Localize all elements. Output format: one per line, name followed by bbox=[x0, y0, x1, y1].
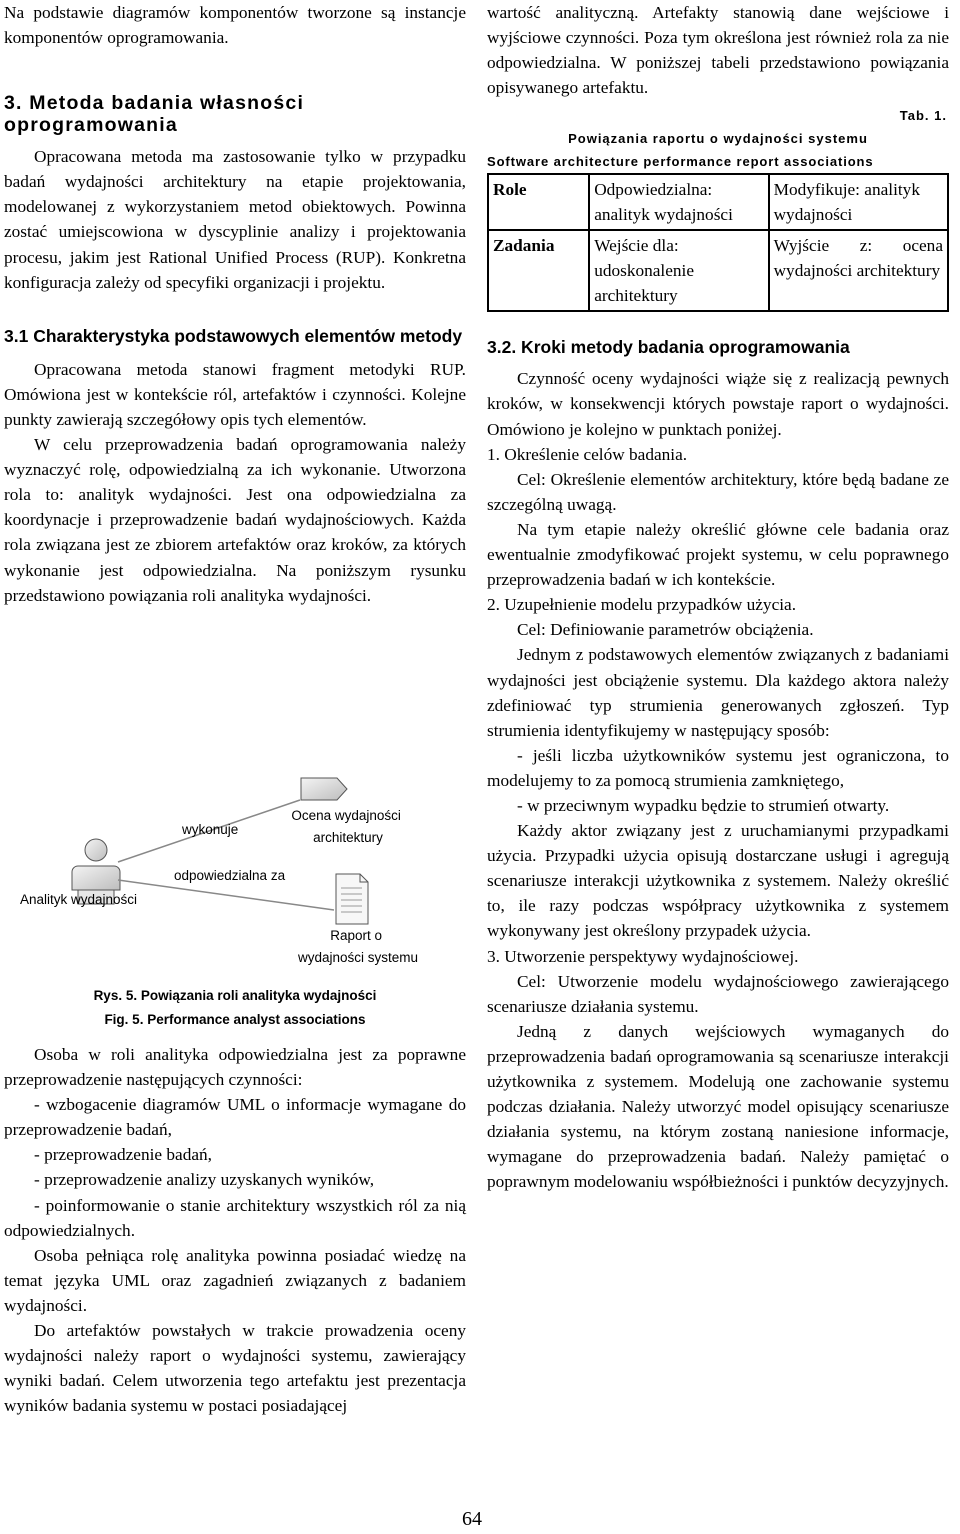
artifact-label: Raport o wydajności systemu bbox=[297, 928, 419, 965]
table-cell: Zadania bbox=[488, 230, 589, 311]
paragraph: Opracowana metoda stanowi fragment metodyki RUP. Omówiona jest w kontekście ról, artefaktów i czynności. Kolejne punkty zawierają szczegółowy opis tych elementów. bbox=[4, 359, 466, 429]
table-title-pl: Powiązania raportu o wydajności systemu bbox=[568, 131, 868, 147]
table-title-en: Software architecture performance report associations bbox=[487, 154, 874, 170]
table-cell: Wejście dla: udoskonalenie architektury bbox=[589, 230, 768, 311]
paragraph: Czynność oceny wydajności wiąże się z realizacją pewnych kroków, w konsekwencji których powstaje raport o wydajności. Omówiono je kolejno w punktach poniżej. bbox=[487, 369, 949, 439]
actor-label: Analityk wydajności bbox=[20, 892, 138, 907]
left-column-lower bbox=[4, 984, 466, 1418]
paragraph: Cel: Utworzenie modelu wydajnościowego zawierającego scenariusze działania systemu. bbox=[487, 971, 949, 1016]
task-icon bbox=[301, 778, 347, 800]
document-icon bbox=[336, 874, 368, 924]
paragraph: 1. Określenie celów badania. bbox=[487, 444, 688, 464]
list-item: - przeprowadzenie analizy uzyskanych wyników, bbox=[34, 1170, 375, 1190]
table-row bbox=[488, 174, 948, 230]
figure-caption-en: Fig. 5. Performance analyst associations bbox=[104, 1012, 366, 1027]
paragraph: Jednym z podstawowych elementów związanych z badaniami wydajności jest obciążenie systemu. Dla każdego aktora należy zdefiniować typ strumienia generowanych zgłoszeń. Typ strumienia identyfikujemy w następujący sposób: bbox=[487, 645, 949, 740]
table-row bbox=[488, 230, 948, 311]
section-3-2-heading: 3.2. Kroki metody badania oprogramowania bbox=[487, 337, 850, 358]
list-item: - poinformowanie o stanie architektury wszystkich ról za nią odpowiedzialnych. bbox=[4, 1195, 466, 1240]
paragraph: Cel: Definiowanie parametrów obciążenia. bbox=[517, 620, 814, 640]
figure-caption-pl: Rys. 5. Powiązania roli analityka wydajności bbox=[93, 988, 377, 1003]
table-cell: Odpowiedzialna: analityk wydajności bbox=[589, 174, 768, 230]
paragraph: Jedną z danych wejściowych wymaganych do przeprowadzenia badań oprogramowania są scenariusze interakcji użytkownika z systemem. Modelują one zachowanie systemu podczas działania. Należy utworzyć model opisujący scenariusze działania systemu, na którym zostaną naniesione informacje, wymagane do przeprowadzenia badań. Należy pamiętać o poprawnym modelowaniu współbieżności i punktów decyzyjnych. bbox=[487, 1021, 949, 1192]
associations-table bbox=[487, 173, 949, 312]
list-item: - przeprowadzenie badań, bbox=[34, 1145, 212, 1165]
table-cell: Modyfikuje: analityk wydajności bbox=[769, 174, 948, 230]
paragraph: - jeśli liczba użytkowników systemu jest ograniczona, to modelujemy to za pomocą strumienia zamkniętego, bbox=[487, 745, 949, 790]
left-column bbox=[4, 0, 466, 608]
table-cell: Wyjście z: ocena wydajności architektury bbox=[769, 230, 948, 311]
paragraph: Do artefaktów powstałych w trakcie prowadzenia oceny wydajności należy raport o wydajności systemu, zawierający wyniki badań. Celem utworzenia tego artefaktu jest prezentacja wyników badania systemu w postaci posiadającej bbox=[4, 1321, 466, 1416]
section-3-heading: 3. Metoda badania własności oprogramowania bbox=[4, 92, 305, 137]
association-line bbox=[118, 880, 334, 910]
edge-label-responsible: odpowiedzialna za bbox=[174, 868, 286, 883]
paragraph: - w przeciwnym wypadku będzie to strumień otwarty. bbox=[517, 795, 890, 815]
paragraph: W celu przeprowadzenia badań oprogramowania należy wyznaczyć rolę, odpowiedzialną za ich wykonanie. Utworzona rola to: analityk wydajności. Jest ona odpowiedzialna za koordynacje i przeprowadzenie badań wydajnościowych. Każda rola związana jest ze zbiorem artefaktów oraz kroków, za których wykonanie jest odpowiedzialna. Na poniższym rysunku przedstawiono powiązania roli analityka wydajności. bbox=[4, 435, 466, 605]
right-column bbox=[487, 0, 949, 1194]
edge-label-performs: wykonuje bbox=[182, 822, 239, 837]
table-number: Tab. 1. bbox=[899, 108, 947, 124]
section-3-1-heading: 3.1 Charakterystyka podstawowych elementów metody bbox=[4, 325, 463, 346]
paragraph: Na tym etapie należy określić główne cele badania oraz ewentualnie zmodyfikować projekt systemu, w celu poprawnego przeprowadzenia badań w ich kontekście. bbox=[487, 519, 949, 590]
paragraph: Cel: Określenie elementów architektury, które będą badane ze szczególną uwagą. bbox=[487, 469, 949, 514]
list-item: - wzbogacenie diagramów UML o informacje wymagane do przeprowadzenie badań, bbox=[4, 1095, 466, 1140]
role-associations-figure bbox=[8, 772, 438, 982]
paragraph: wartość analityczną. Artefakty stanowią dane wejściowe i wyjściowe czynności. Poza tym określona jest również rola za nie odpowiedzialna. W poniższej tabeli przedstawiono powiązania opisywanego artefaktu. bbox=[487, 3, 949, 98]
section-3-2-body bbox=[487, 366, 949, 1194]
section-3-paragraph: Opracowana metoda ma zastosowanie tylko w przypadku badań wydajności architektury na etapie projektowania, modelowanej z wykorzystaniem metod obiektowych. Powinna zostać umiejscowiona w dyscyplinie analizy i projektowania procesu, jakim jest Rational Unified Process (RUP). Konkretna konfiguracja zależy od specyfiki organizacji i projektu. bbox=[4, 147, 466, 292]
page-number: 64 bbox=[462, 1508, 482, 1530]
table-cell: Role bbox=[488, 174, 589, 230]
paragraph: Osoba w roli analityka odpowiedzialna jest za poprawne przeprowadzenie następujących czynności: bbox=[4, 1045, 466, 1090]
intro-paragraph: Na podstawie diagramów komponentów tworzone są instancje komponentów oprogramowania. bbox=[4, 3, 466, 48]
paragraph: 2. Uzupełnienie modelu przypadków użycia. bbox=[487, 595, 797, 615]
task-label: Ocena wydajności architektury bbox=[291, 808, 401, 845]
paragraph: 3. Utworzenie perspektywy wydajnościowej. bbox=[487, 946, 799, 966]
paragraph: Osoba pełniąca rolę analityka powinna posiadać wiedzę na temat języka UML oraz zagadnień związanych z badaniem wydajności. bbox=[4, 1245, 466, 1315]
paragraph: Każdy aktor związany jest z uruchamianymi przypadkami użycia. Przypadki użycia opisują dostarczane usługi i agregują scenariusze interakcji użytkownika z systemem. Należy określić to, ile razy podczas współpracy użytkownika z systemem wykonywany jest określony przypadek użycia. bbox=[487, 821, 949, 941]
